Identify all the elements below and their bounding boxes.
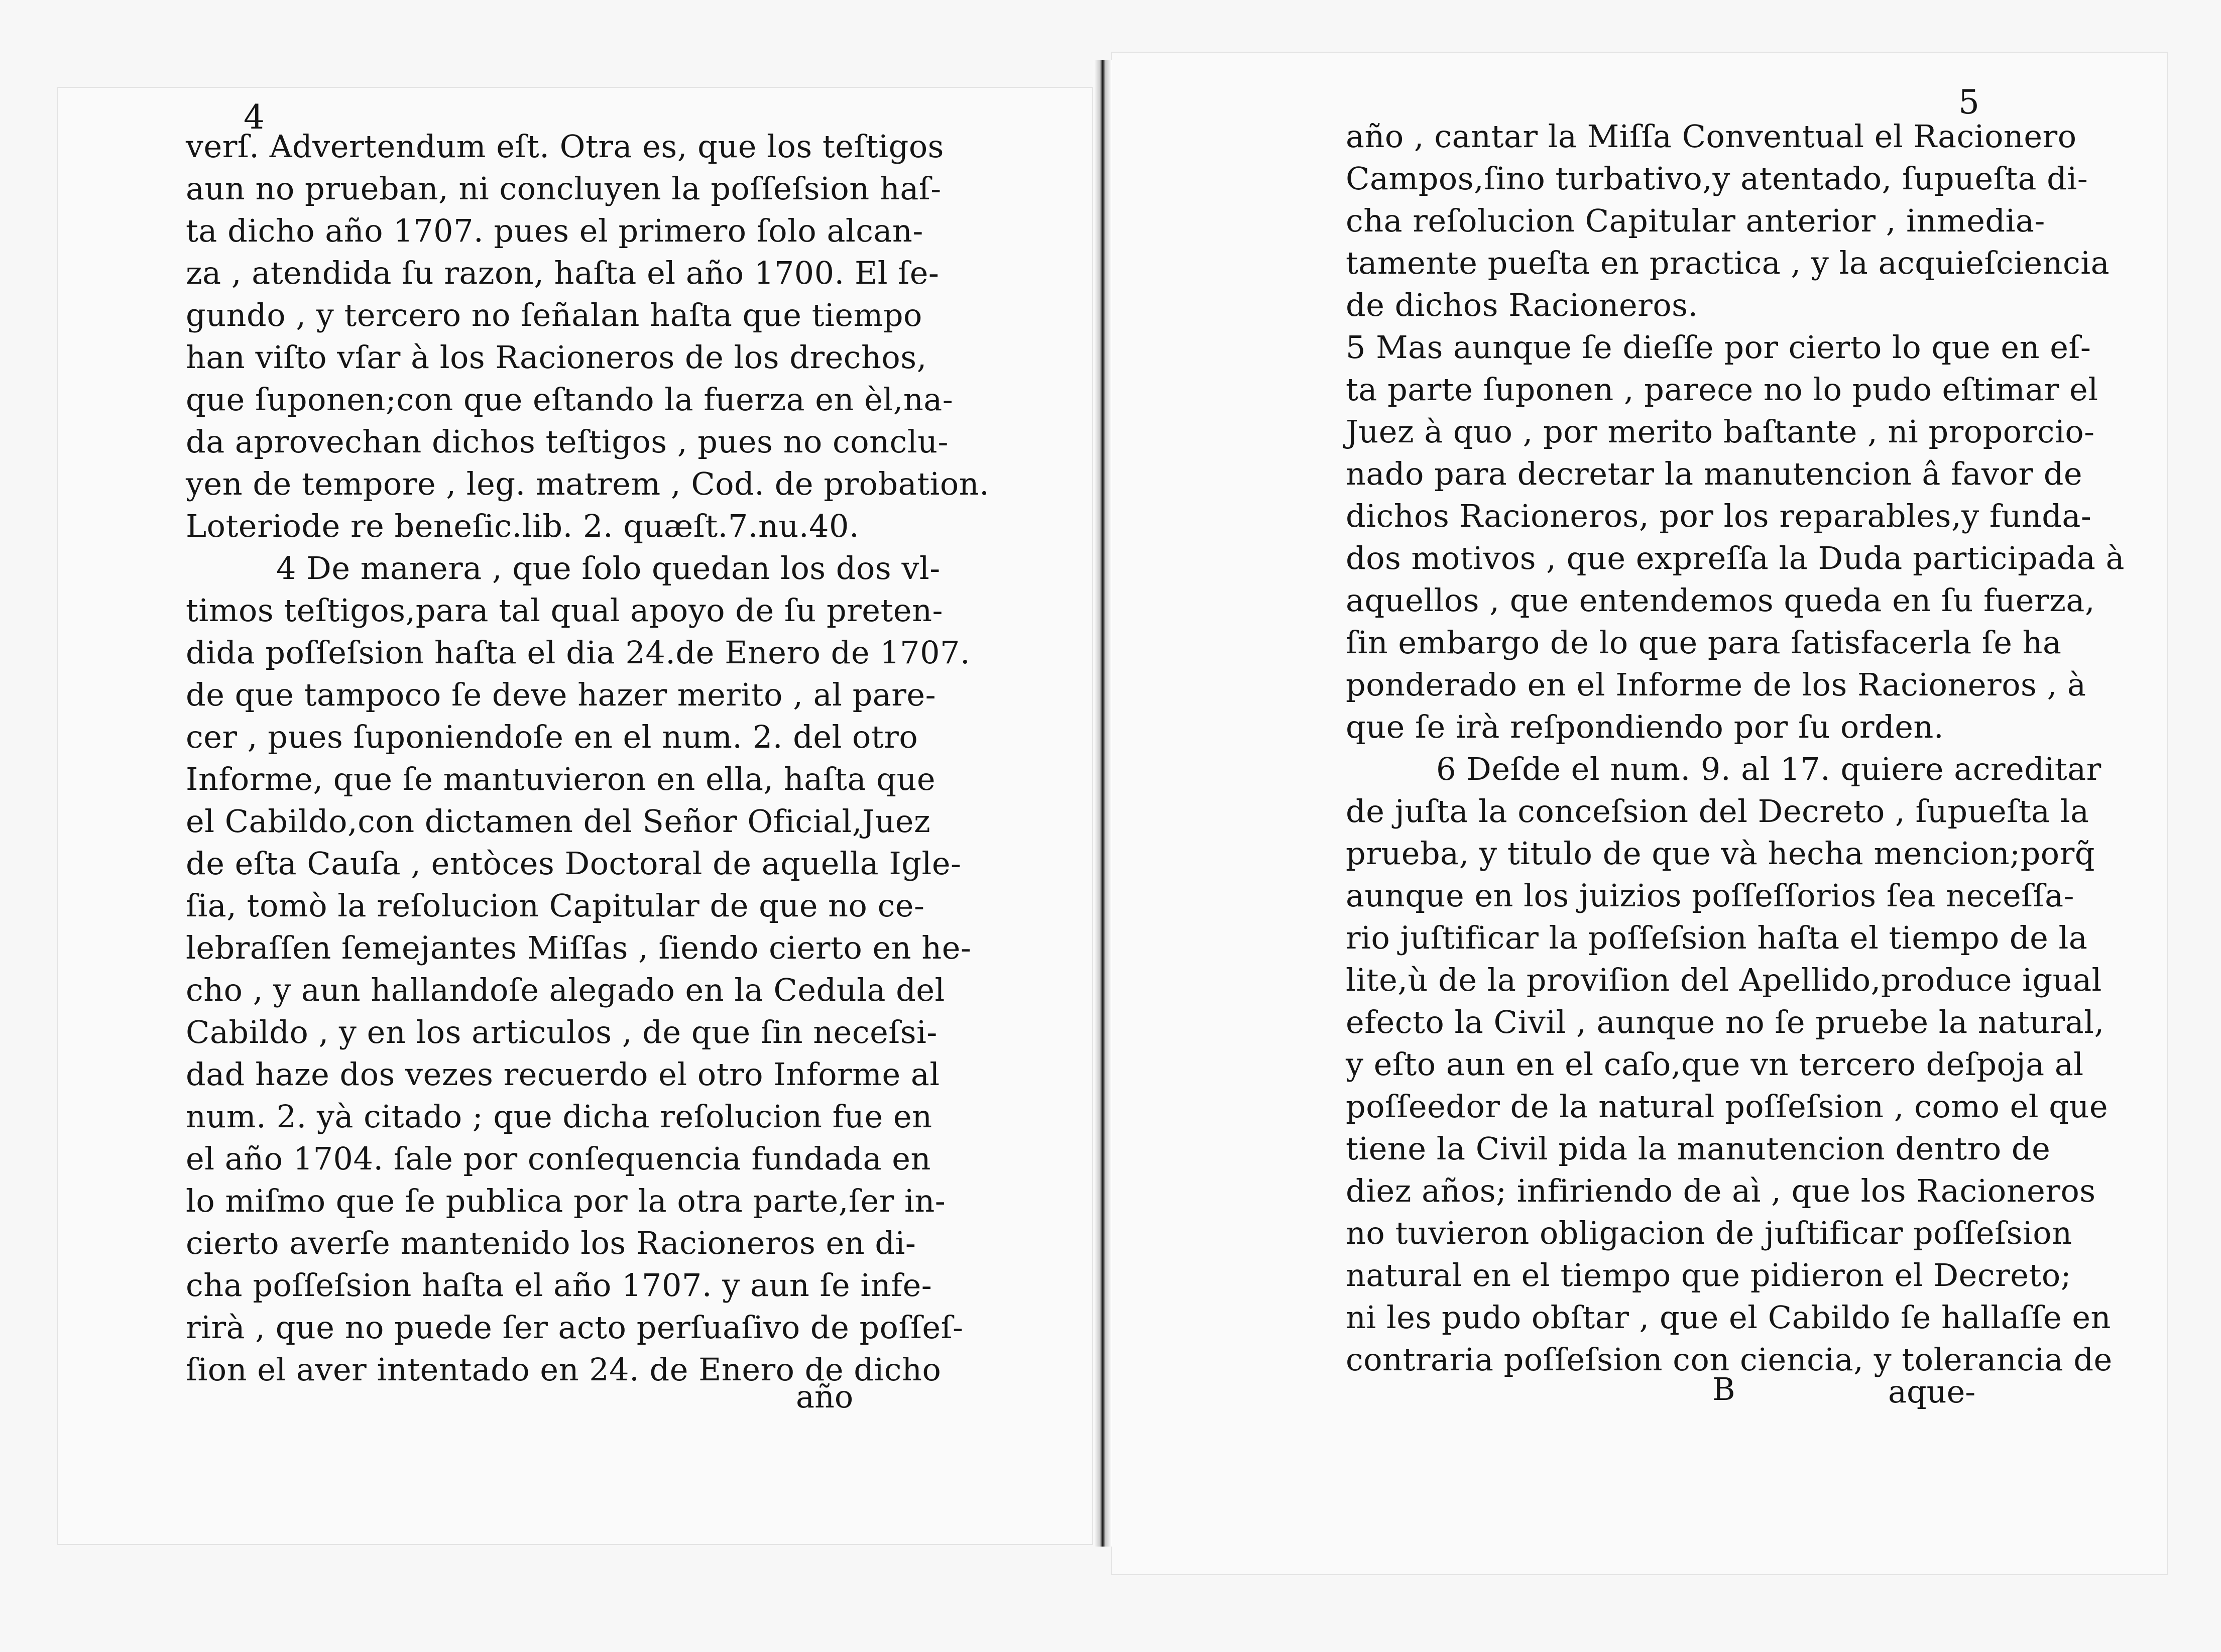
text-line: cha poſſeſsion haſta el año 1707. y aun ſe infe- bbox=[186, 1267, 932, 1304]
text-line: 4 De manera , que ſolo quedan los dos vl- bbox=[276, 550, 941, 586]
text-line: ſion el aver intentado en 24. de Enero de dicho bbox=[186, 1351, 942, 1388]
right-page-number: 5 bbox=[1958, 83, 1979, 122]
text-line: za , atendida ſu razon, haſta el año 1700. El ſe- bbox=[186, 255, 940, 291]
text-line: 6 Deſde el num. 9. al 17. quiere acreditar bbox=[1436, 751, 2101, 787]
text-line: cer , pues ſuponiendoſe en el num. 2. del otro bbox=[186, 719, 918, 755]
left-page-text bbox=[186, 126, 990, 1391]
text-line: han viſto vſar à los Racioneros de los drechos, bbox=[186, 339, 927, 376]
text-line: cierto averſe mantenido los Racioneros en di- bbox=[186, 1225, 916, 1261]
text-line: poſſeedor de la natural poſſeſsion , como el que bbox=[1346, 1088, 2109, 1125]
text-line: año , cantar la Miſſa Conventual el Racionero bbox=[1346, 118, 2077, 155]
text-line: Loteriode re beneſic.lib. 2. quæſt.7.nu.40. bbox=[186, 508, 860, 544]
left-catchword: año bbox=[796, 1378, 854, 1415]
text-line: lo miſmo que ſe publica por la otra parte,ſer in- bbox=[186, 1183, 946, 1219]
text-line: dichos Racioneros, por los reparables,y funda- bbox=[1346, 498, 2092, 534]
text-line: natural en el tiempo que pidieron el Decreto; bbox=[1346, 1257, 2072, 1293]
text-line: dida poſſeſsion haſta el dia 24.de Enero de 1707. bbox=[186, 634, 971, 671]
text-line: el año 1704. ſale por conſequencia fundada en bbox=[186, 1140, 931, 1177]
book-gutter bbox=[1094, 60, 1112, 1547]
text-line: tiene la Civil pida la manutencion dentro de bbox=[1346, 1130, 2051, 1167]
text-line: ta dicho año 1707. pues el primero ſolo alcan- bbox=[186, 212, 923, 249]
text-line: de juſta la conceſsion del Decreto , ſupueſta la bbox=[1346, 793, 2089, 830]
text-line: ſin embargo de lo que para ſatisfacerla ſe ha bbox=[1346, 624, 2062, 661]
text-line: Campos,ſino turbativo,y atentado, ſupueſta di- bbox=[1346, 160, 2088, 197]
text-line: lebraſſen ſemejantes Miſſas , ſiendo cierto en he- bbox=[186, 929, 972, 966]
text-line: timos teſtigos,para tal qual apoyo de ſu preten- bbox=[186, 592, 943, 629]
signature-mark: B bbox=[1712, 1371, 1735, 1407]
right-catchword: aque- bbox=[1888, 1373, 1976, 1410]
text-line: verſ. Advertendum eſt. Otra es, que los teſtigos bbox=[186, 128, 944, 165]
text-line: da aprovechan dichos teſtigos , pues no conclu- bbox=[186, 423, 949, 460]
text-line: nado para decretar la manutencion â favor de bbox=[1346, 455, 2083, 492]
text-line: el Cabildo,con dictamen del Señor Oficial,Juez bbox=[186, 803, 931, 840]
text-line: Cabildo , y en los articulos , de que ſin neceſsi- bbox=[186, 1014, 938, 1050]
text-line: aun no prueban, ni concluyen la poſſeſsion haſ- bbox=[186, 170, 942, 207]
text-line: ponderado en el Informe de los Racioneros , à bbox=[1346, 666, 2086, 703]
text-line: no tuvieron obligacion de juſtificar poſſeſsion bbox=[1346, 1215, 2072, 1251]
text-line: que ſuponen;con que eſtando la fuerza en èl,na- bbox=[186, 381, 954, 418]
text-line: aquellos , que entendemos queda en ſu fuerza, bbox=[1346, 582, 2095, 619]
text-line: de eſta Cauſa , entòces Doctoral de aquella Igle- bbox=[186, 845, 962, 882]
text-line: dad haze dos vezes recuerdo el otro Informe al bbox=[186, 1056, 940, 1093]
left-page-number: 4 bbox=[244, 98, 265, 137]
text-line: ſia, tomò la reſolucion Capitular de que no ce- bbox=[186, 887, 925, 924]
text-line: ta parte ſuponen , parece no lo pudo eſtimar el bbox=[1346, 371, 2098, 408]
text-line: Informe, que ſe mantuvieron en ella, haſta que bbox=[186, 761, 936, 797]
text-line: gundo , y tercero no ſeñalan haſta que tiempo bbox=[186, 297, 922, 333]
text-line: rirà , que no puede ſer acto perſuaſivo de poſſeſ- bbox=[186, 1309, 964, 1346]
text-line: ni les pudo obſtar , que el Cabildo ſe hallaſſe en bbox=[1346, 1299, 2111, 1336]
text-line: cho , y aun hallandoſe alegado en la Cedula del bbox=[186, 972, 945, 1008]
text-line: aunque en los juizios poſſeſſorios ſea neceſſa- bbox=[1346, 877, 2074, 914]
text-line: lite,ù de la proviſion del Apellido,produce igual bbox=[1346, 962, 2102, 998]
text-line: cha reſolucion Capitular anterior , inmedia- bbox=[1346, 202, 2045, 239]
text-line: dos motivos , que expreſſa la Duda participada à bbox=[1346, 540, 2125, 576]
text-line: tamente pueſta en practica , y la acquieſciencia bbox=[1346, 245, 2110, 281]
text-line: Juez à quo , por merito baſtante , ni proporcio- bbox=[1346, 413, 2095, 450]
text-line: de que tampoco ſe deve hazer merito , al pare- bbox=[186, 676, 937, 713]
text-line: prueba, y titulo de que và hecha mencion;porq̃ bbox=[1346, 835, 2095, 872]
text-line: de dichos Racioneros. bbox=[1346, 287, 1698, 323]
text-line: efecto la Civil , aunque no ſe pruebe la natural, bbox=[1346, 1004, 2105, 1040]
text-line: yen de tempore , leg. matrem , Cod. de probation. bbox=[186, 465, 990, 502]
text-line: rio juſtificar la poſſeſsion haſta el tiempo de la bbox=[1346, 919, 2088, 956]
text-line: 5 Mas aunque ſe dieſſe por cierto lo que en eſ- bbox=[1346, 329, 2091, 366]
text-line: num. 2. yà citado ; que dicha reſolucion fue en bbox=[186, 1098, 932, 1135]
text-line: que ſe irà reſpondiendo por ſu orden. bbox=[1346, 709, 1944, 745]
text-line: y eſto aun en el caſo,que vn tercero deſpoja al bbox=[1346, 1046, 2084, 1083]
text-line: diez años; infiriendo de aì , que los Racioneros bbox=[1346, 1172, 2096, 1209]
text-line: contraria poſſeſsion con ciencia, y tolerancia de bbox=[1346, 1341, 2113, 1378]
right-page-text bbox=[1346, 115, 2125, 1381]
